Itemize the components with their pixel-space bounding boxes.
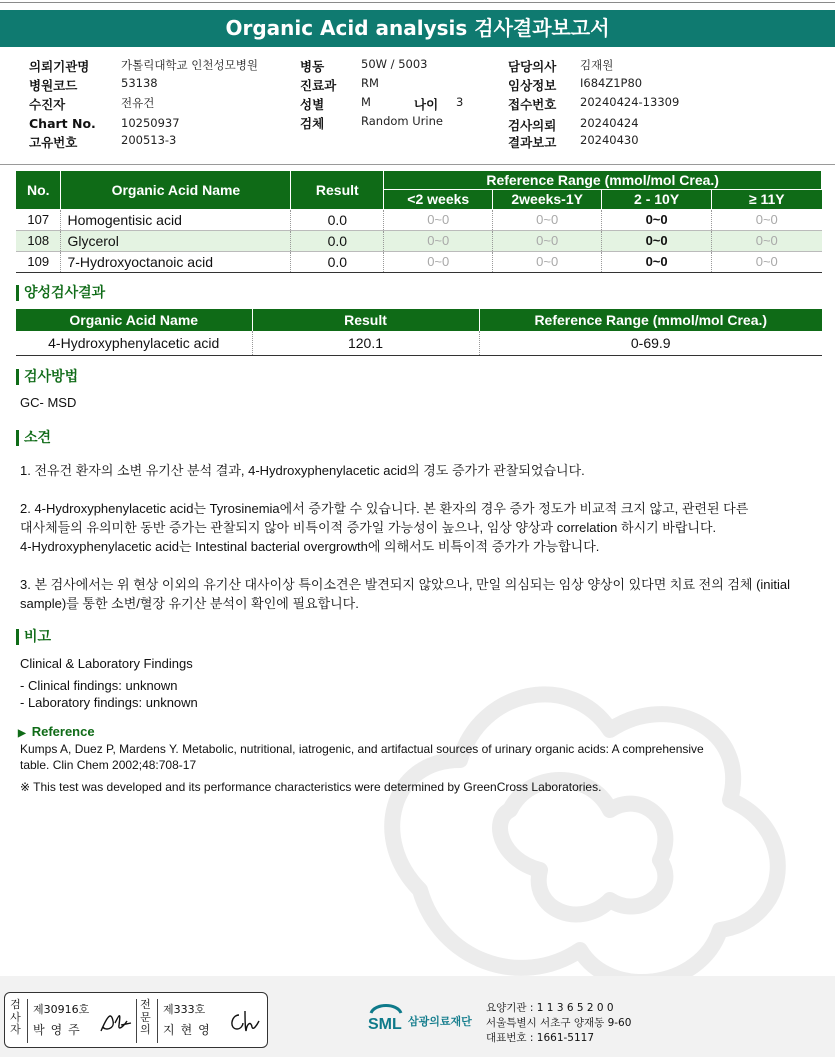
signature-box [4, 992, 268, 1048]
value-accession-no: 20240424-13309 [580, 95, 680, 109]
section-title-findings: 소견 [16, 429, 51, 447]
label-unique-no: 고유번호 [29, 135, 78, 150]
pos-header-name: Organic Acid Name [16, 309, 252, 331]
label-age: 나이 [414, 97, 439, 112]
signature-divider [27, 999, 28, 1043]
row-range-2: 0~0 [493, 230, 602, 251]
specialist-code: 제333호 [163, 1003, 206, 1016]
row-result: 0.0 [291, 251, 384, 272]
method-text: GC- MSD [20, 395, 77, 410]
finding-line-6: sample)를 통한 소변/혈장 유기산 분석이 확인에 필요합니다. [20, 596, 359, 611]
examiner-label-text: 검사자 [10, 998, 21, 1036]
reference-title-text: Reference [31, 724, 95, 739]
pos-row-name: 4-Hydroxyphenylacetic acid [16, 331, 252, 355]
row-result: 0.0 [291, 230, 384, 251]
label-accession-no: 접수번호 [508, 97, 557, 112]
value-patient: 전유건 [121, 96, 155, 110]
examiner-signature [97, 1007, 133, 1037]
remarks-heading: Clinical & Laboratory Findings [20, 656, 193, 671]
value-specimen: Random Urine [361, 114, 443, 128]
finding-line-1: 1. 전유건 환자의 소변 유기산 분석 결과, 4-Hydroxyphenylacetic acid의 경도 증가가 관찰되었습니다. [20, 463, 585, 478]
label-specimen: 검체 [300, 116, 325, 131]
specialist-signature [225, 1007, 261, 1037]
value-institution: 가톨릭대학교 인천성모병원 [121, 58, 258, 72]
header-age-1: <2 weeks [384, 189, 493, 209]
value-clinical-info: I684Z1P80 [580, 76, 643, 90]
label-sex: 성별 [300, 97, 325, 112]
finding-line-2: 2. 4-Hydroxyphenylacetic acid는 Tyrosinemia에서 증가할 수 있습니다. 본 환자의 경우 증가 정도가 비교적 크지 않고, 관련된 다른 [20, 501, 749, 516]
row-no: 108 [16, 230, 61, 251]
value-age: 3 [456, 95, 464, 109]
label-chart-no: Chart No. [29, 116, 96, 131]
remarks-item-1: - Clinical findings: unknown [20, 678, 178, 693]
row-range-2: 0~0 [493, 251, 602, 272]
logo-text: SML [368, 1016, 402, 1033]
row-range-4: 0~0 [712, 230, 822, 251]
table-row [16, 251, 822, 272]
specialist-label [139, 999, 153, 1037]
finding-line-5: 3. 본 검사에서는 위 현상 이외의 유기산 대사이상 특이소견은 발견되지 않았으나, 만일 의심되는 임상 양상이 있다면 치료 전의 검체 (initial [20, 577, 791, 592]
signature-divider [157, 999, 158, 1043]
row-range-1: 0~0 [384, 251, 493, 272]
header-age-2: 2weeks-1Y [493, 189, 602, 209]
row-range-2: 0~0 [493, 209, 602, 230]
reference-line-2: table. Clin Chem 2002;48:708-17 [20, 758, 197, 772]
row-name: 7-Hydroxyoctanoic acid [61, 251, 291, 272]
signature-divider [136, 999, 137, 1043]
section-title-positive: 양성검사결과 [16, 284, 105, 302]
label-institution: 의뢰기관명 [29, 59, 90, 74]
row-result: 0.0 [291, 209, 384, 230]
pos-row-result: 120.1 [252, 331, 479, 355]
specialist-name: 지현영 [163, 1023, 216, 1037]
top-edge-line [0, 2, 835, 3]
table-row [16, 209, 822, 230]
reference-line-1: Kumps A, Duez P, Mardens Y. Metabolic, nutritional, iatrogenic, and artifactual sources of urinary organic acids: A comprehensive [20, 742, 704, 756]
footer-line-1: 요양기관 : 1 1 3 6 5 2 0 0 [486, 1002, 614, 1014]
header-name: Organic Acid Name [61, 171, 291, 209]
row-range-3: 0~0 [602, 230, 712, 251]
pos-row-range: 0-69.9 [479, 331, 822, 355]
label-report-date: 결과보고 [508, 135, 557, 150]
value-physician: 김재원 [580, 58, 614, 72]
value-ward: 50W / 5003 [361, 57, 428, 71]
row-no: 109 [16, 251, 61, 272]
header-result: Result [291, 171, 384, 209]
reference-note: ※ This test was developed and its performance characteristics were determined by GreenCross Laboratories. [20, 780, 602, 794]
value-hospital-code: 53138 [121, 76, 158, 90]
value-report-date: 20240430 [580, 133, 639, 147]
label-request-date: 검사의뢰 [508, 118, 557, 133]
label-clinical-info: 임상정보 [508, 78, 557, 93]
org-name: 삼광의료재단 [408, 1015, 472, 1028]
remarks-item-2: - Laboratory findings: unknown [20, 695, 198, 710]
examiner-label [9, 999, 23, 1037]
finding-line-4: 4-Hydroxyphenylacetic acid는 Intestinal bacterial overgrowth에 의해서도 비특이적 증가가 가능합니다. [20, 539, 600, 554]
sml-logo-icon [365, 1001, 407, 1037]
triangle-icon: ▶ [18, 728, 26, 739]
positive-results-table [16, 309, 822, 356]
examiner-name: 박영주 [33, 1023, 86, 1037]
row-range-1: 0~0 [384, 230, 493, 251]
examiner-code: 제30916호 [33, 1003, 90, 1016]
report-title: Organic Acid analysis 검사결과보고서 [0, 10, 835, 47]
row-name: Homogentisic acid [61, 209, 291, 230]
footer-line-3: 대표번호 : 1661-5117 [486, 1032, 595, 1044]
reference-title [18, 724, 95, 739]
header-age-4: ≥ 11Y [712, 189, 822, 209]
finding-line-3: 대사체들의 유의미한 동반 증가는 관찰되지 않아 비특이적 증가일 가능성이 높으나, 임상 양상과 correlation 하시기 바랍니다. [20, 520, 717, 535]
table-row [16, 230, 822, 251]
value-department: RM [361, 76, 379, 90]
label-department: 진료과 [300, 78, 337, 93]
header-divider [0, 164, 835, 165]
results-table [16, 171, 822, 273]
label-hospital-code: 병원코드 [29, 78, 78, 93]
header-ref-range: Reference Range (mmol/mol Crea.) [384, 171, 822, 189]
value-sex: M [361, 95, 371, 109]
value-unique-no: 200513-3 [121, 133, 177, 147]
row-no: 107 [16, 209, 61, 230]
row-range-4: 0~0 [712, 251, 822, 272]
row-range-3: 0~0 [602, 209, 712, 230]
table-row [16, 331, 822, 355]
watermark-logo [330, 560, 835, 990]
row-range-4: 0~0 [712, 209, 822, 230]
footer-line-2: 서울특별시 서초구 양재동 9-60 [486, 1017, 632, 1029]
row-range-1: 0~0 [384, 209, 493, 230]
header-age-3: 2 - 10Y [602, 189, 712, 209]
pos-header-range: Reference Range (mmol/mol Crea.) [479, 309, 822, 331]
section-title-remarks: 비고 [16, 628, 51, 646]
label-patient: 수진자 [29, 97, 66, 112]
row-name: Glycerol [61, 230, 291, 251]
section-title-method: 검사방법 [16, 368, 78, 386]
pos-header-result: Result [252, 309, 479, 331]
row-range-3: 0~0 [602, 251, 712, 272]
value-request-date: 20240424 [580, 116, 639, 130]
label-ward: 병동 [300, 59, 325, 74]
label-physician: 담당의사 [508, 59, 557, 74]
value-chart-no: 10250937 [121, 116, 180, 130]
specialist-label-text: 전문의 [140, 998, 151, 1036]
header-no: No. [16, 171, 61, 209]
